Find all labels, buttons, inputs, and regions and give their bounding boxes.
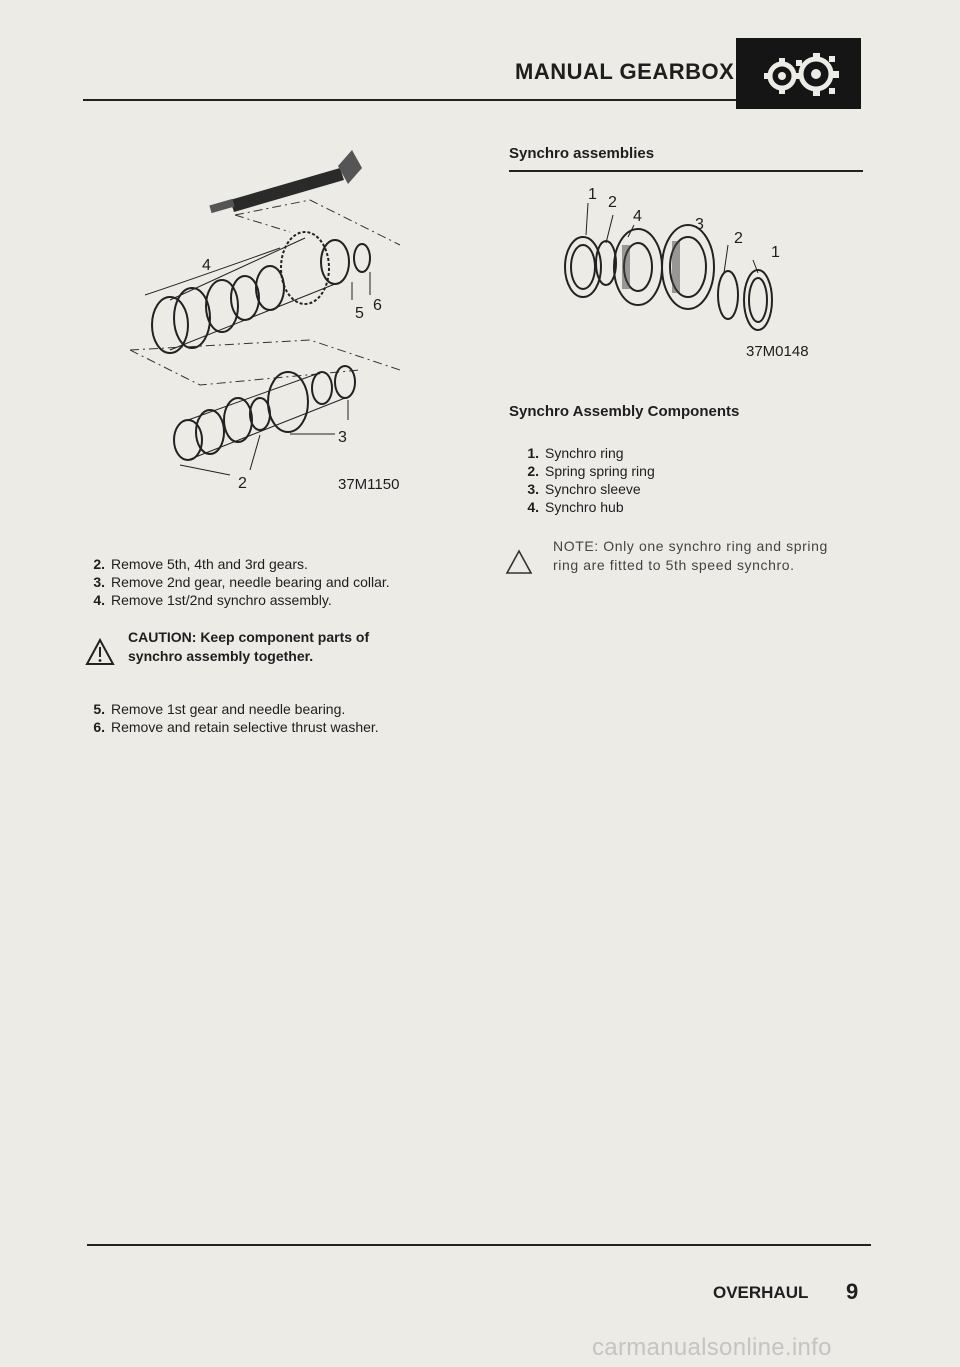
- gear-cluster-illustration: [130, 140, 430, 500]
- components-title: Synchro Assembly Components: [509, 403, 740, 420]
- footer-section-name: OVERHAUL: [713, 1283, 809, 1302]
- gearbox-section-icon: [736, 38, 861, 109]
- page-header-title: MANUAL GEARBOX: [515, 59, 735, 84]
- mainshaft-drawing: [209, 150, 362, 213]
- section-title-synchro: Synchro assemblies: [509, 145, 655, 162]
- svg-text:1: 1: [588, 186, 597, 203]
- svg-text:5: 5: [355, 305, 364, 322]
- warning-triangle-icon: [85, 638, 115, 666]
- footer-rule: [87, 1244, 871, 1246]
- svg-text:4: 4: [202, 257, 211, 274]
- procedure-steps-a: [89, 555, 390, 609]
- svg-text:2: 2: [608, 194, 617, 211]
- figure-label-left: 37M1150: [338, 476, 400, 493]
- lower-gear-group: [174, 366, 355, 460]
- section-rule: [509, 170, 863, 172]
- components-list: [523, 444, 655, 516]
- list-item: 4. Synchro hub: [527, 499, 624, 515]
- list-item: 1. Synchro ring: [527, 445, 624, 461]
- step-item: 5. Remove 1st gear and needle bearing.: [93, 701, 346, 717]
- svg-text:2: 2: [238, 475, 247, 492]
- note-text: NOTE: Only one synchro ring and spring ring are fitted to 5th speed synchro.: [553, 538, 828, 573]
- note-triangle-icon: [505, 549, 533, 575]
- header-rule: [83, 99, 766, 101]
- caution-text: CAUTION: Keep component parts of synchro assembly together.: [128, 629, 370, 664]
- svg-text:2: 2: [734, 230, 743, 247]
- watermark: carmanualsonline.info: [592, 1334, 832, 1361]
- list-item: 3. Synchro sleeve: [527, 481, 641, 497]
- list-item: 2. Spring spring ring: [527, 463, 655, 479]
- svg-text:3: 3: [695, 216, 704, 233]
- upper-gear-group: [152, 232, 370, 353]
- figure-label-right: 37M0148: [746, 343, 809, 360]
- svg-text:1: 1: [771, 244, 780, 261]
- svg-text:4: 4: [633, 208, 642, 225]
- step-item: 2. Remove 5th, 4th and 3rd gears.: [93, 556, 308, 572]
- step-item: 3. Remove 2nd gear, needle bearing and collar.: [93, 574, 390, 590]
- step-item: 4. Remove 1st/2nd synchro assembly.: [93, 592, 332, 608]
- synchro-assembly-illustration: [548, 185, 848, 335]
- procedure-steps-b: [89, 700, 379, 736]
- svg-text:3: 3: [338, 429, 347, 446]
- svg-text:6: 6: [373, 297, 382, 314]
- step-item: 6. Remove and retain selective thrust washer.: [93, 719, 379, 735]
- page-number: 9: [846, 1279, 859, 1304]
